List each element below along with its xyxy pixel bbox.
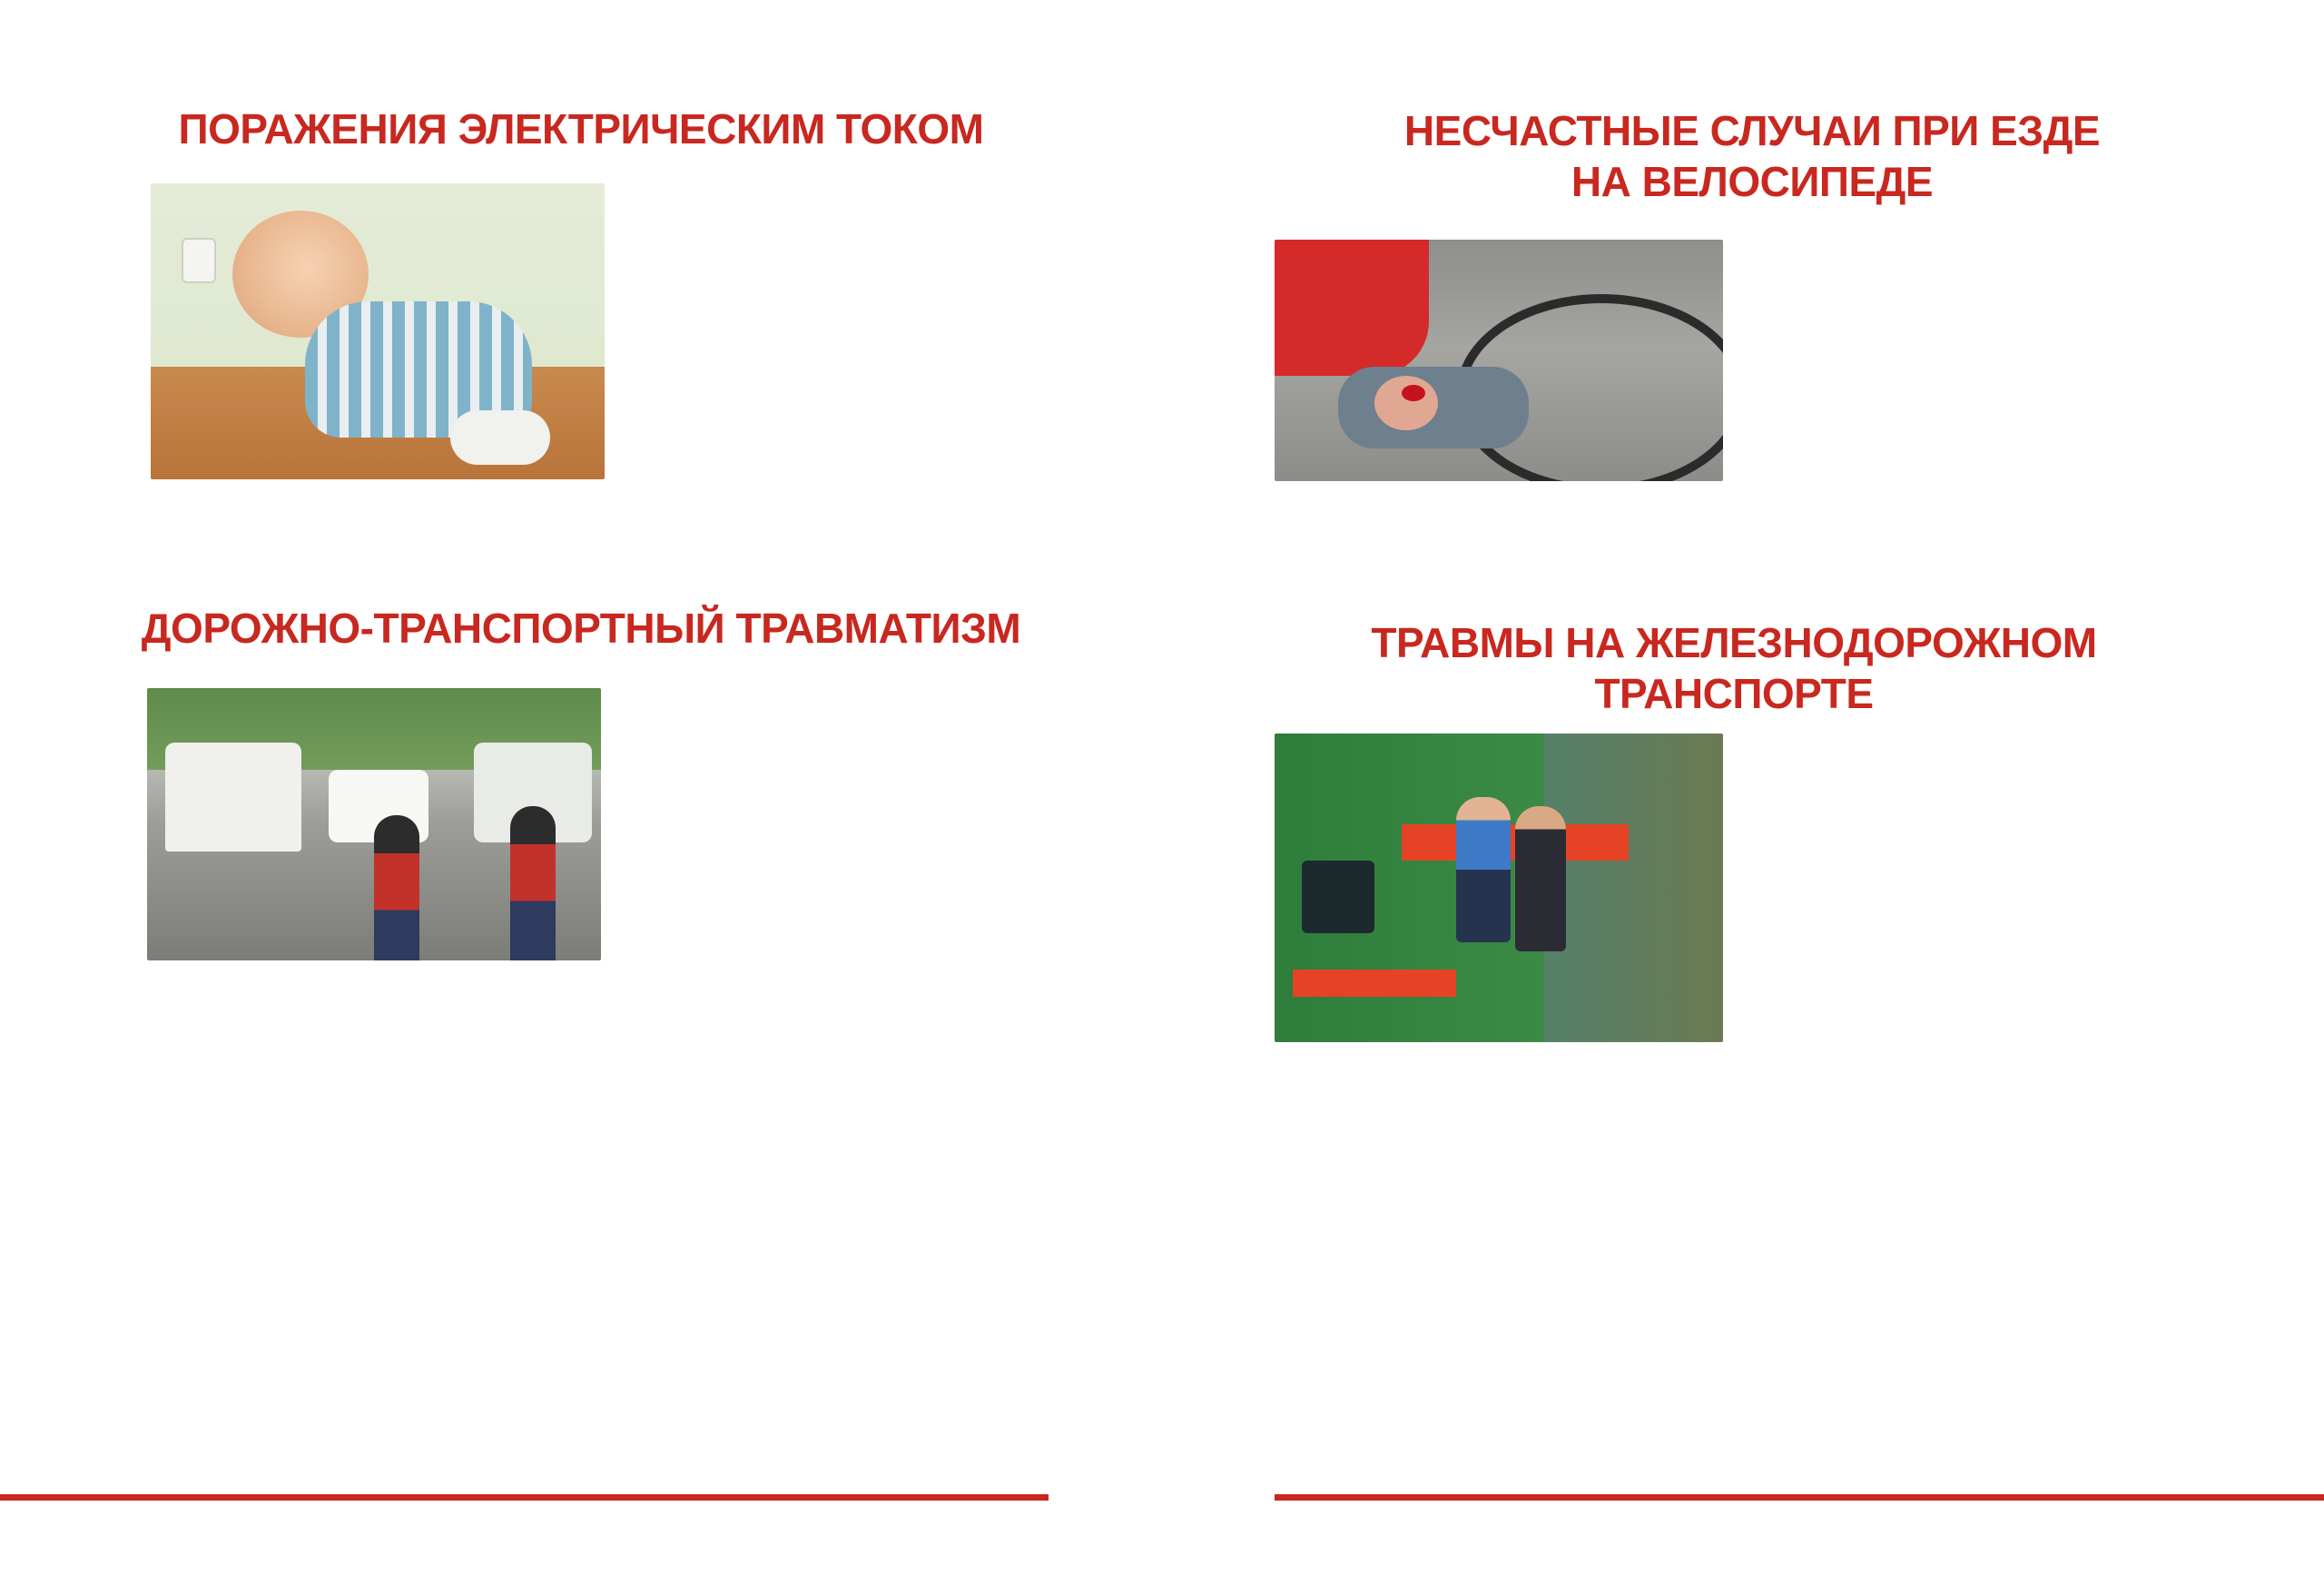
bus <box>165 743 301 852</box>
cyclist-jacket <box>1275 240 1429 376</box>
section-title-bicycle-line-2: НА ВЕЛОСИПЕДЕ <box>1571 158 1934 205</box>
section-title-railway <box>1253 617 2215 719</box>
section-title-road <box>91 603 1071 654</box>
running-child-first <box>374 815 419 960</box>
page-bottom-rule-right <box>1275 1494 2324 1501</box>
bicycle-accident-photo <box>1275 240 1723 481</box>
section-title-bicycle <box>1271 105 2233 207</box>
right-page <box>1162 0 2324 1595</box>
railway-train-photo <box>1275 734 1723 1042</box>
running-child-second <box>510 806 556 960</box>
child-at-outlet-photo <box>151 183 605 479</box>
page-bottom-rule <box>0 1494 1049 1501</box>
train-stripe-lower <box>1293 970 1456 997</box>
child-leg <box>450 410 550 465</box>
section-title-railway-line-2: ТРАНСПОРТЕ <box>1594 670 1874 717</box>
train-window <box>1302 861 1374 933</box>
section-title-bicycle-line-1: НЕСЧАСТНЫЕ СЛУЧАИ ПРИ ЕЗДЕ <box>1403 107 2101 154</box>
wound <box>1402 385 1425 401</box>
section-title-electric-line-1: ПОРАЖЕНИЯ ЭЛЕКТРИЧЕСКИМ ТОКОМ <box>178 105 984 153</box>
section-title-road-line-1: ДОРОЖНО-ТРАНСПОРТНЫЙ ТРАВМАТИЗМ <box>141 605 1021 652</box>
section-title-electric <box>91 103 1071 154</box>
teen-on-train-second <box>1515 806 1566 951</box>
teen-on-train <box>1456 797 1511 942</box>
section-title-railway-line-1: ТРАВМЫ НА ЖЕЛЕЗНОДОРОЖНОМ <box>1371 619 2097 666</box>
road-crossing-photo <box>147 688 601 960</box>
wall-outlet <box>182 238 216 283</box>
injured-knee <box>1374 376 1438 430</box>
